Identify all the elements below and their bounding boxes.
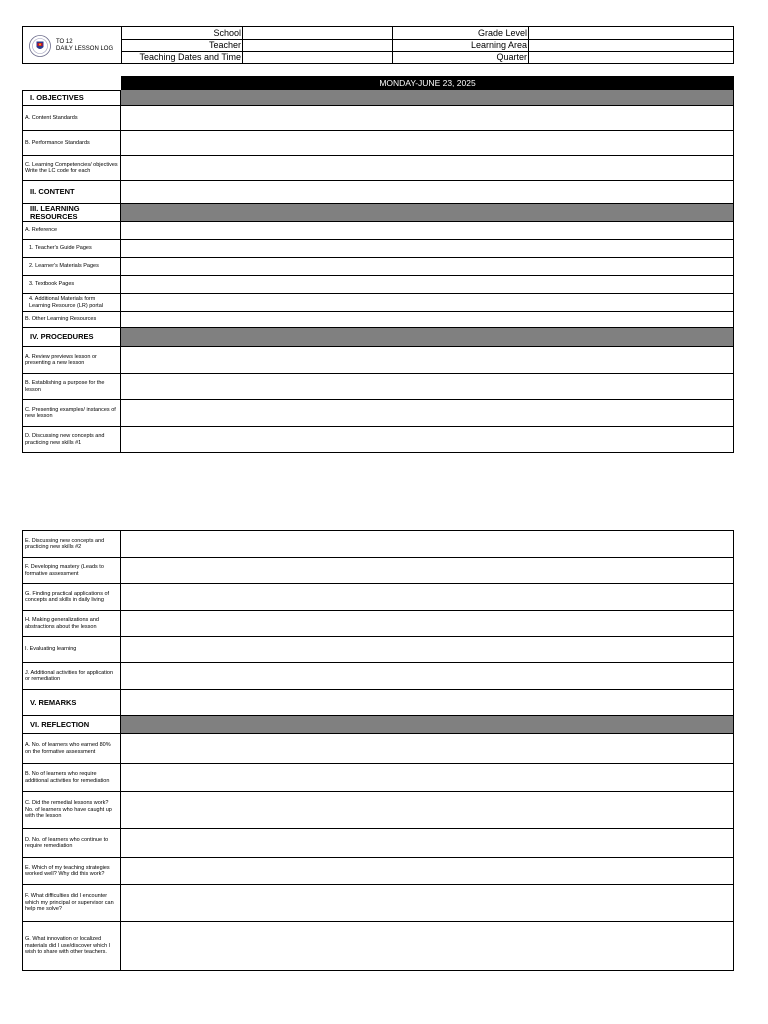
row-label: 1. Teacher's Guide Pages: [22, 240, 121, 258]
entry-cell[interactable]: [121, 240, 734, 258]
row-label: D. Discussing new concepts and practicing new skills #1: [22, 427, 121, 453]
lesson-row: [22, 222, 734, 240]
row-label: B. Other Learning Resources: [22, 312, 121, 328]
entry-cell[interactable]: [121, 858, 734, 885]
lesson-row: [22, 792, 734, 829]
row-label: 3. Textbook Pages: [22, 276, 121, 294]
lesson-row: [22, 637, 734, 663]
day-header: MONDAY-JUNE 23, 2025: [121, 76, 734, 90]
row-label: J. Additional activities for application or remediation: [22, 663, 121, 690]
learning-area-field[interactable]: [528, 39, 733, 51]
row-label: A. Reference: [22, 222, 121, 240]
school-label: School: [213, 28, 241, 38]
entry-cell[interactable]: [121, 764, 734, 792]
row-label: I. Evaluating learning: [22, 637, 121, 663]
lesson-row: [22, 374, 734, 400]
lesson-row: [22, 558, 734, 584]
row-label: 4. Additional Materials form Learning Resource (LR) portal: [22, 294, 121, 312]
lesson-log-header: [22, 26, 734, 64]
row-label: G. What innovation or localized materials did I use/discover which I wish to share with other teachers.: [22, 922, 121, 971]
section-fill-cell: [121, 716, 734, 734]
row-label: B. Establishing a purpose for the lesson: [22, 374, 121, 400]
logo-text: [56, 39, 113, 53]
entry-cell[interactable]: [121, 792, 734, 829]
dates-label: Teaching Dates and Time: [139, 52, 241, 62]
lesson-row: [22, 858, 734, 885]
entry-cell[interactable]: [121, 558, 734, 584]
entry-cell[interactable]: [121, 922, 734, 971]
section-fill-cell: [121, 204, 734, 222]
section-heading: VI. REFLECTION: [22, 716, 121, 734]
lesson-row: [22, 131, 734, 156]
lesson-row: [22, 427, 734, 453]
school-field[interactable]: [242, 27, 392, 39]
section-row: [22, 328, 734, 347]
lesson-row: [22, 531, 734, 558]
row-label: C. Presenting examples/ instances of new lesson: [22, 400, 121, 427]
entry-cell[interactable]: [121, 829, 734, 858]
section-fill-cell: [121, 328, 734, 347]
entry-cell[interactable]: [121, 294, 734, 312]
row-label: E. Discussing new concepts and practicing new skills #2: [22, 531, 121, 558]
entry-cell[interactable]: [121, 131, 734, 156]
section-heading: I. OBJECTIVES: [22, 90, 121, 106]
teacher-field[interactable]: [242, 39, 392, 51]
row-label: 2. Learner's Materials Pages: [22, 258, 121, 276]
lesson-row: [22, 584, 734, 611]
section-row: [22, 181, 734, 204]
lesson-row: [22, 312, 734, 328]
section-fill-cell: [121, 90, 734, 106]
entry-cell[interactable]: [121, 584, 734, 611]
teacher-label: Teacher: [208, 40, 241, 50]
deped-seal-icon: [29, 35, 51, 57]
lesson-row: [22, 829, 734, 858]
learning-area-label: Learning Area: [392, 39, 528, 51]
row-label: B. No of learners who require additional activities for remediation: [22, 764, 121, 792]
entry-cell[interactable]: [121, 427, 734, 453]
section-heading: V. REMARKS: [22, 690, 121, 716]
section-row: [22, 204, 734, 222]
lesson-row: [22, 347, 734, 374]
section-row: [22, 716, 734, 734]
entry-cell[interactable]: [121, 885, 734, 922]
row-label: C. Did the remedial lessons work? No. of learners who have caught up with the lesson: [22, 792, 121, 829]
entry-cell[interactable]: [121, 312, 734, 328]
lesson-row: [22, 734, 734, 764]
entry-cell[interactable]: [121, 347, 734, 374]
grade-level-field[interactable]: [528, 27, 733, 39]
row-label: B. Performance Standards: [22, 131, 121, 156]
row-label: G. Finding practical applications of concepts and skills in daily living: [22, 584, 121, 611]
lesson-row: [22, 764, 734, 792]
section-row: [22, 690, 734, 716]
entry-cell[interactable]: [121, 156, 734, 181]
section-row: [22, 90, 734, 106]
lesson-row: [22, 156, 734, 181]
lesson-row: [22, 240, 734, 258]
lesson-row: [22, 922, 734, 971]
row-label: A. Review previews lesson or presenting a new lesson: [22, 347, 121, 374]
row-label: F. Developing mastery (Leads to formative assessment: [22, 558, 121, 584]
entry-cell[interactable]: [121, 531, 734, 558]
entry-cell[interactable]: [121, 374, 734, 400]
quarter-field[interactable]: [528, 51, 733, 63]
entry-cell[interactable]: [121, 222, 734, 240]
row-label: H. Making generalizations and abstractions about the lesson: [22, 611, 121, 637]
entry-cell[interactable]: [121, 637, 734, 663]
lesson-row: [22, 106, 734, 131]
row-label: D. No. of learners who continue to require remediation: [22, 829, 121, 858]
dates-field[interactable]: [242, 51, 392, 63]
entry-cell[interactable]: [121, 734, 734, 764]
entry-cell[interactable]: [121, 400, 734, 427]
entry-cell[interactable]: [121, 611, 734, 637]
row-label: E. Which of my teaching strategies worked well? Why did this work?: [22, 858, 121, 885]
lesson-row: [22, 400, 734, 427]
lesson-row: [22, 276, 734, 294]
entry-cell[interactable]: [121, 258, 734, 276]
lesson-table-page-2: [22, 530, 734, 971]
logo-cell: [23, 27, 122, 63]
section-heading: IV. PROCEDURES: [22, 328, 121, 347]
entry-cell[interactable]: [121, 106, 734, 131]
entry-cell[interactable]: [121, 181, 734, 204]
lesson-row: [22, 885, 734, 922]
row-label: A. Content Standards: [22, 106, 121, 131]
row-label: A. No. of learners who earned 80% on the formative assessment: [22, 734, 121, 764]
header-row-dates: [121, 51, 733, 63]
row-label: C. Learning Competencies/ objectives Write the LC code for each: [22, 156, 121, 181]
grade-level-label: Grade Level: [392, 27, 528, 39]
lesson-row: [22, 258, 734, 276]
lesson-row: [22, 294, 734, 312]
row-label: F. What difficulties did I encounter which my principal or supervisor can help me solve?: [22, 885, 121, 922]
entry-cell[interactable]: [121, 663, 734, 690]
lesson-table-page-1: [22, 76, 734, 453]
lesson-row: [22, 611, 734, 637]
section-heading: II. CONTENT: [22, 181, 121, 204]
lesson-row: [22, 663, 734, 690]
quarter-label: Quarter: [392, 51, 528, 63]
entry-cell[interactable]: [121, 690, 734, 716]
logo-text-line2: DAILY LESSON LOG: [56, 46, 114, 52]
entry-cell[interactable]: [121, 276, 734, 294]
section-heading: III. LEARNING RESOURCES: [22, 204, 121, 222]
logo-text-line1: TO 12: [56, 39, 73, 45]
